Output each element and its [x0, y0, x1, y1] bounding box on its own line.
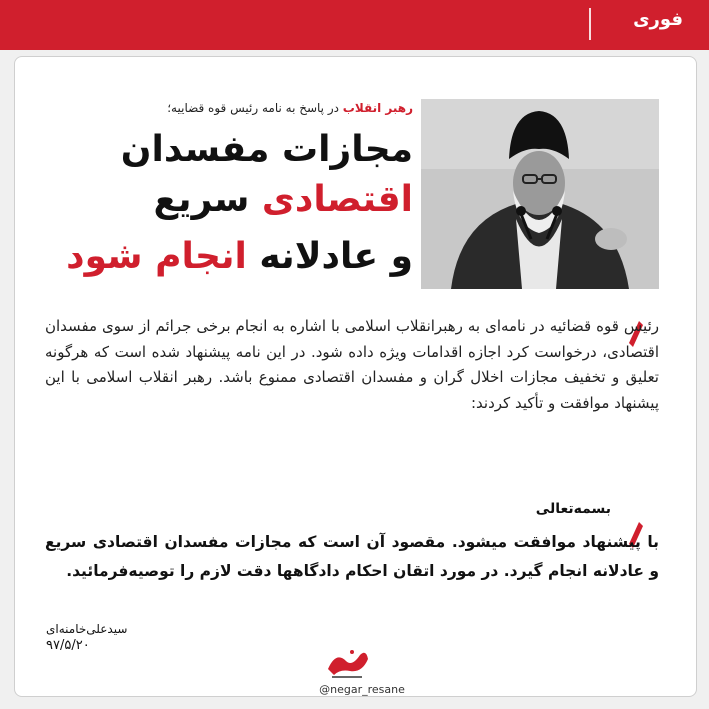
headline-line-2-red: اقتصادی: [261, 179, 413, 220]
headline-line-3: [13, 237, 413, 277]
headline-line-3-black: و عادلانه: [259, 236, 413, 277]
kicker-rest: در پاسخ به نامه رئیس قوه قضاییه؛: [167, 101, 343, 115]
header-divider: [589, 8, 591, 40]
leader-photo: [421, 99, 659, 289]
signature-date: ۹۷/۵/۲۰: [46, 638, 90, 653]
portrait-image: [421, 99, 659, 289]
signature-name: سیدعلی‌خامنه‌ای: [46, 622, 128, 636]
kicker: [133, 101, 413, 115]
signature: [46, 622, 156, 653]
paragraph-intro: رئیس قوه قضائیه در نامه‌ای به رهبرانقلاب اسلامی با اشاره به انجام برخی جرائم از سوی مفسدان اقتصادی، درخواست کرد اجازه اقدامات ویژه داده شود. در این نامه پیشنهاد شده است که هرگونه تعلیق و تخفیف مجازات اخلال گران و مفسدان اقتصادی ممنوع باشد. رهبر انقلاب اسلامی با این پیشنهاد موافقت و تأکید کردند:: [45, 317, 659, 412]
headline-line-2: [13, 180, 413, 220]
headline-line-3-red: انجام شود: [66, 236, 260, 277]
breaking-badge: فوری: [633, 9, 683, 30]
top-bar: [0, 0, 709, 50]
social-handle: @negar_resane: [319, 683, 405, 696]
headline-line-2-black: سریع: [153, 179, 262, 220]
salutation: بسمه‌تعالی: [535, 501, 611, 517]
logo-icon: [322, 647, 372, 679]
kicker-name: رهبر انقلاب: [342, 101, 413, 115]
paragraph-quote: با پیشنهاد موافقت میشود. مقصود آن است که مجازات مفسدان اقتصادی سریع و عادلانه انجام گیرد. در مورد اتقان احکام دادگاهها دقت لازم را توصیه‌فرمائید.: [45, 533, 659, 580]
headline-line-1: مجازات مفسدان: [120, 129, 413, 170]
